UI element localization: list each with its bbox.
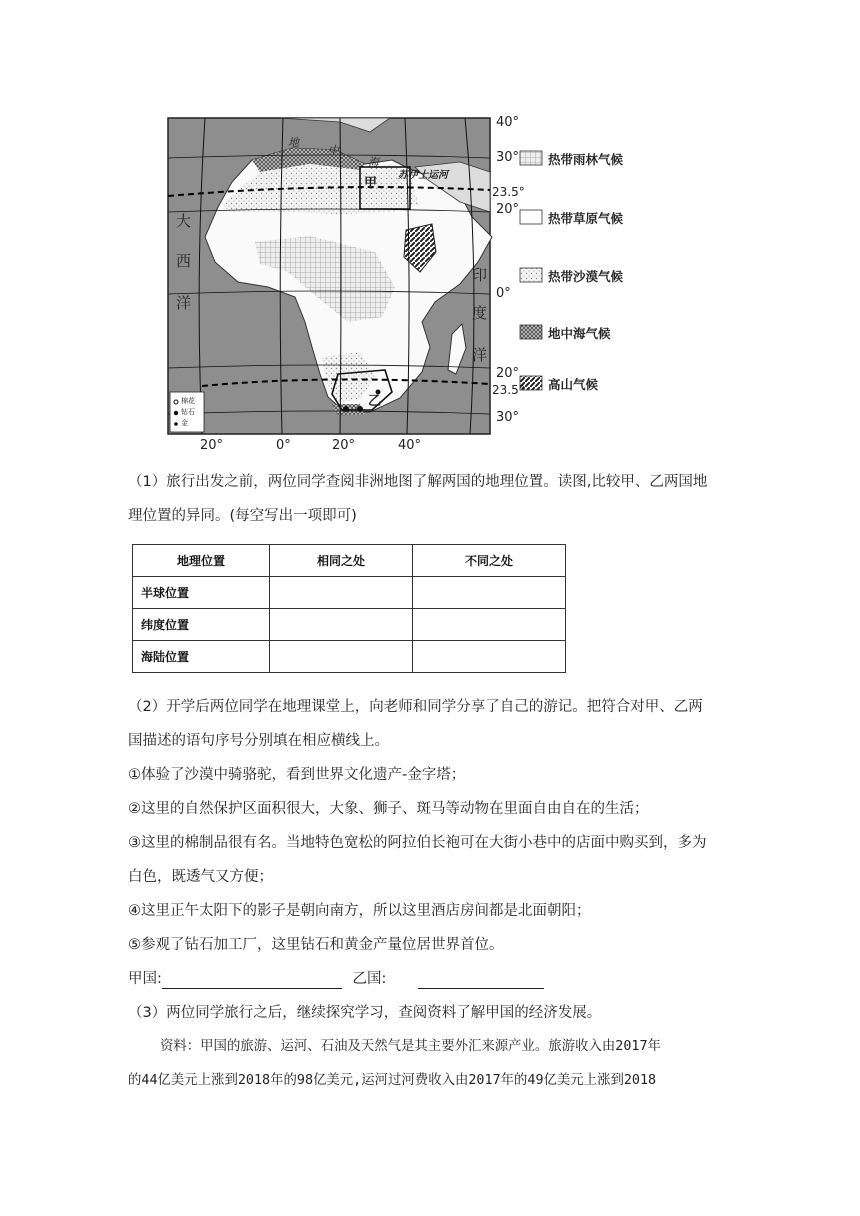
q1-text-line2: 理位置的异同。(每空写出一项即可) [128,508,357,524]
answer-label-jia: 甲国: [128,971,162,987]
q2-item: ①体验了沙漠中骑骆驼，看到世界文化遗产-金字塔； [128,767,466,783]
label-indian-du: 度 [472,304,488,322]
legend-desert: 热带沙漠气候 [548,269,624,284]
legend-highland: 高山气候 [548,377,599,392]
q2-text-line2: 国描述的语句序号分别填在相应横线上。 [128,733,389,749]
label-atlantic-yang: 洋 [176,294,192,312]
q2-item: ③这里的棉制品很有名。当地特色宽松的阿拉伯长袍可在大街小巷中的店面中购买到，多为 [128,835,707,851]
legend-mediterranean: 地中海气候 [548,326,611,341]
q2-answer-line [128,969,544,989]
lon-label: 20° [200,438,224,453]
legend-rainforest: 热带雨林气候 [548,152,624,167]
lon-label: 40° [398,438,422,453]
q3-text: （3）两位同学旅行之后，继续探究学习，查阅资料了解甲国的经济发展。 [128,1005,602,1021]
q2-text-line1: （2）开学后两位同学在地理课堂上，向老师和同学分享了自己的游记。把符合对甲、乙两 [128,699,703,715]
resource-legend-label: 棉花 [181,397,195,405]
lat-label: 30° [496,410,520,425]
row-label: 半球位置 [133,577,270,609]
table-header-row [133,545,566,577]
label-indian-yang: 洋 [472,346,488,364]
lat-label: 23.5° [492,383,525,397]
label-yi: 乙 [368,394,382,409]
answer-cell[interactable] [413,609,566,641]
answer-cell[interactable] [270,577,413,609]
lon-label: 0° [276,438,291,453]
lat-label: 30° [496,150,520,165]
table-row [133,577,566,609]
q2-item: 白色，既透气又方便； [128,869,273,885]
answer-blank-jia[interactable] [162,972,342,989]
answer-cell[interactable] [270,641,413,673]
geo-position-table [132,544,566,673]
lat-label: 23.5° [492,185,525,199]
lat-label: 20° [496,366,520,381]
q2-item: ②这里的自然保护区面积很大，大象、狮子、斑马等动物在里面自由自在的生活； [128,801,649,817]
q2-item: ⑤参观了钻石加工厂，这里钻石和黄金产量位居世界首位。 [128,937,504,953]
q1-text-line1: （1）旅行出发之前，两位同学查阅非洲地图了解两国的地理位置。读图,比较甲、乙两国地 [128,474,708,490]
label-mediterranean-hai: 海 [368,156,379,169]
q3-material-line1: 资料：甲国的旅游、运河、石油及天然气是其主要外汇来源产业。旅游收入由2017年 [160,1039,661,1054]
label-jia: 甲 [364,176,378,191]
answer-cell[interactable] [413,577,566,609]
q2-item: ④这里正午太阳下的影子是朝向南方，所以这里酒店房间都是北面朝阳； [128,903,591,919]
table-header: 相同之处 [270,545,413,577]
row-label: 纬度位置 [133,609,270,641]
table-header: 地理位置 [133,545,270,577]
legend-savanna: 热带草原气候 [548,211,624,226]
resource-legend-label: 钻石 [181,408,195,416]
lat-label: 20° [496,202,520,217]
label-indian-yin: 印 [472,266,488,284]
answer-cell[interactable] [413,641,566,673]
resource-legend-label: 金 [181,419,188,427]
lat-label: 40° [496,115,520,130]
table-row [133,641,566,673]
label-atlantic-xi: 西 [176,252,192,270]
lon-label: 20° [332,438,356,453]
label-suez-canal: 苏伊士运河 [398,170,448,181]
label-mediterranean-di: 地 [288,136,299,149]
table-row [133,609,566,641]
q3-material-line2: 的44亿美元上涨到2018年的98亿美元,运河过河费收入由2017年的49亿美元上涨到2018 [128,1073,657,1088]
answer-blank-yi[interactable] [418,972,544,989]
table-header: 不同之处 [413,545,566,577]
answer-cell[interactable] [270,609,413,641]
answer-label-yi: 乙国: [352,971,387,987]
lat-label: 0° [496,286,511,301]
label-mediterranean-zhong: 中 [328,144,339,157]
row-label: 海陆位置 [133,641,270,673]
label-atlantic-da: 大 [176,212,192,230]
africa-climate-map [160,112,660,457]
